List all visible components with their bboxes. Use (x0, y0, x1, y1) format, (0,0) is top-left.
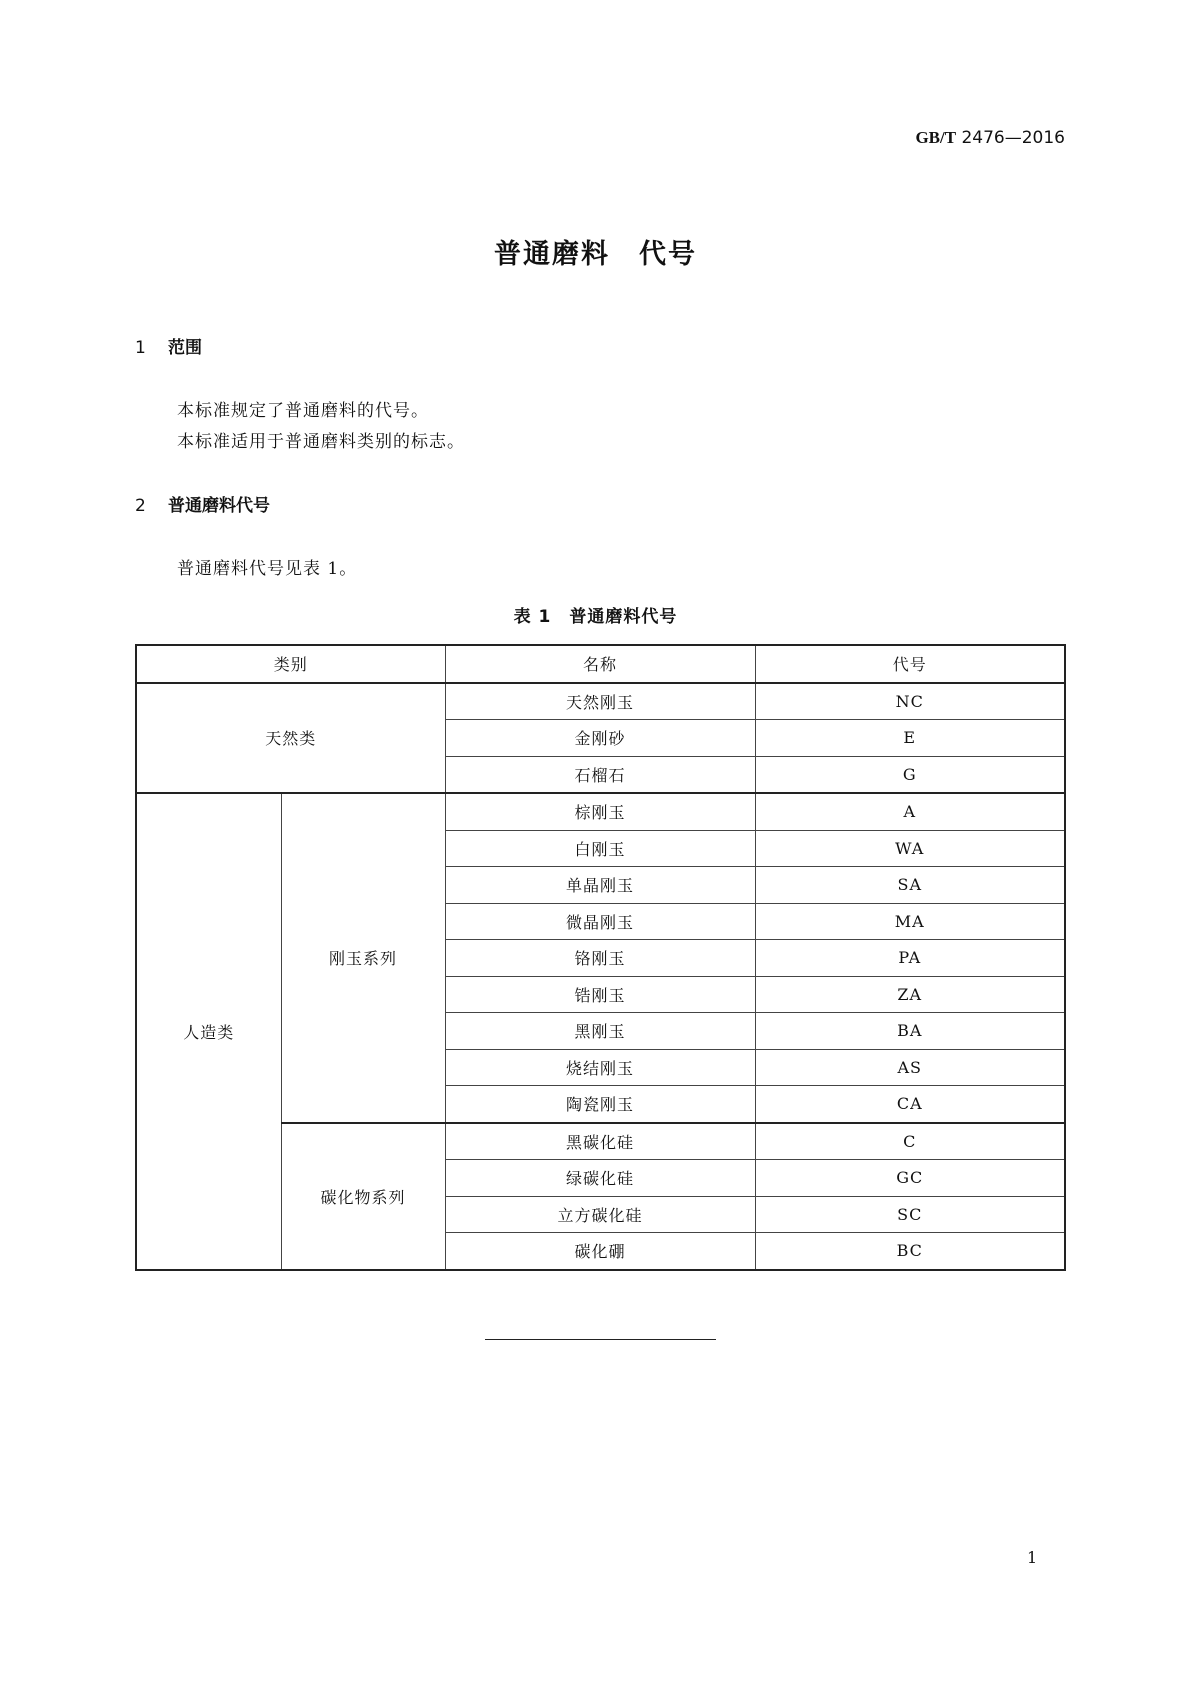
code-cell: SA (755, 867, 1065, 904)
header-name: 名称 (445, 645, 755, 683)
code-cell: WA (755, 830, 1065, 867)
paragraph: 本标准适用于普通磨料类别的标志。 (177, 432, 465, 452)
header-category: 类别 (136, 645, 445, 683)
standard-number: 2476—2016 (961, 128, 1065, 148)
name-cell: 微晶刚玉 (445, 903, 755, 940)
section-2-heading (135, 491, 270, 516)
page-number: 1 (1027, 1548, 1038, 1567)
code-cell: PA (755, 940, 1065, 977)
code-cell: G (755, 756, 1065, 793)
end-rule (485, 1339, 716, 1340)
section-title: 范围 (168, 338, 202, 358)
abrasive-code-table (135, 644, 1066, 1271)
table-row (136, 683, 1065, 720)
paragraph: 普通磨料代号见表 1。 (177, 559, 358, 579)
header-code: 代号 (755, 645, 1065, 683)
code-cell: A (755, 793, 1065, 830)
code-cell: C (755, 1123, 1065, 1160)
name-cell: 石榴石 (445, 756, 755, 793)
name-cell: 棕刚玉 (445, 793, 755, 830)
table-caption: 表 1 普通磨料代号 (513, 607, 678, 627)
code-cell: MA (755, 903, 1065, 940)
series-cell: 碳化物系列 (281, 1123, 445, 1270)
name-cell: 绿碳化硅 (445, 1160, 755, 1197)
name-cell: 锆刚玉 (445, 976, 755, 1013)
name-cell: 单晶刚玉 (445, 867, 755, 904)
standard-code (915, 128, 1065, 148)
page-title: 普通磨料 代号 (494, 239, 697, 270)
section-title: 普通磨料代号 (168, 496, 270, 516)
code-cell: GC (755, 1160, 1065, 1197)
name-cell: 黑刚玉 (445, 1013, 755, 1050)
code-cell: NC (755, 683, 1065, 720)
code-cell: SC (755, 1196, 1065, 1233)
name-cell: 铬刚玉 (445, 940, 755, 977)
section-number: 1 (135, 338, 146, 358)
code-cell: BA (755, 1013, 1065, 1050)
name-cell: 黑碳化硅 (445, 1123, 755, 1160)
code-cell: E (755, 720, 1065, 757)
table-header-row (136, 645, 1065, 683)
name-cell: 烧结刚玉 (445, 1049, 755, 1086)
code-cell: AS (755, 1049, 1065, 1086)
code-cell: ZA (755, 976, 1065, 1013)
name-cell: 碳化硼 (445, 1233, 755, 1270)
name-cell: 天然刚玉 (445, 683, 755, 720)
section-number: 2 (135, 496, 146, 516)
table-row (136, 793, 1065, 830)
category-cell: 天然类 (136, 683, 445, 794)
section-1-heading (135, 333, 202, 358)
code-cell: BC (755, 1233, 1065, 1270)
name-cell: 白刚玉 (445, 830, 755, 867)
standard-prefix: GB/T (915, 128, 957, 147)
name-cell: 陶瓷刚玉 (445, 1086, 755, 1123)
code-cell: CA (755, 1086, 1065, 1123)
paragraph: 本标准规定了普通磨料的代号。 (177, 401, 429, 421)
name-cell: 立方碳化硅 (445, 1196, 755, 1233)
category-cell: 人造类 (136, 793, 281, 1270)
series-cell: 刚玉系列 (281, 793, 445, 1123)
name-cell: 金刚砂 (445, 720, 755, 757)
